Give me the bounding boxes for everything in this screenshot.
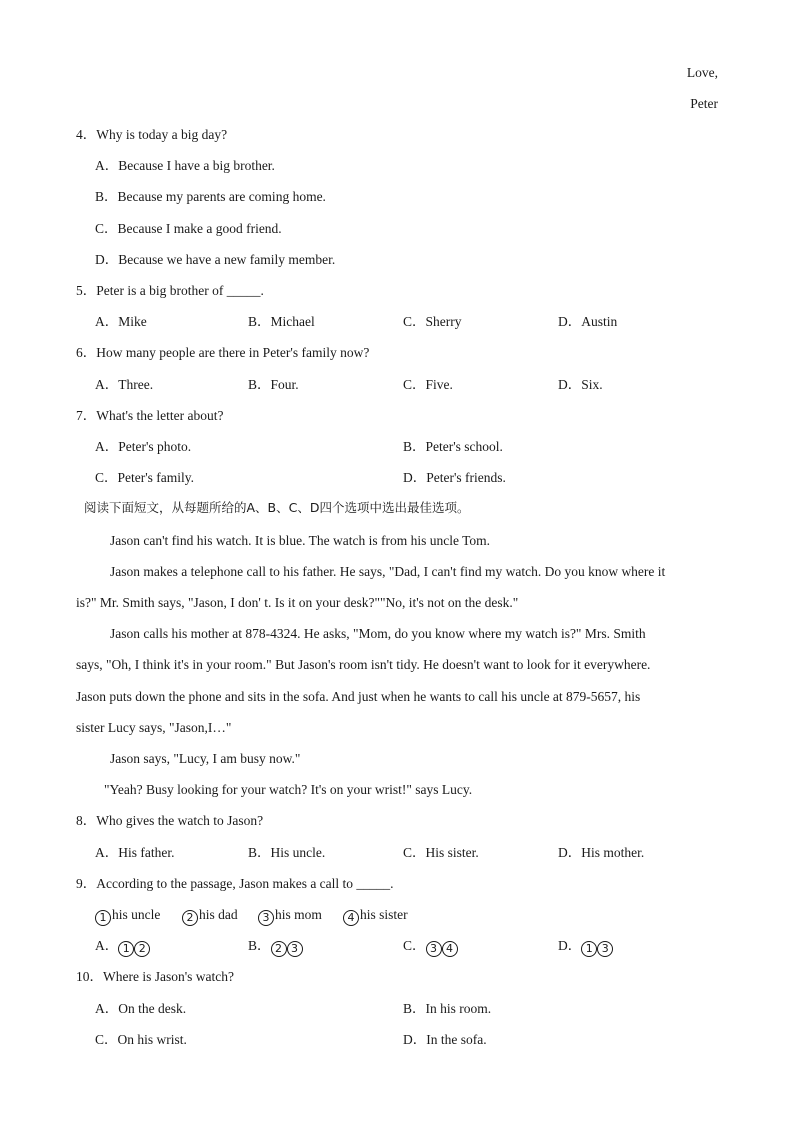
passage-line: Jason can't find his watch. It is blue. The watch is from his uncle Tom. [110,533,491,548]
question-9-item-3 [258,906,322,926]
question-7-stem: 7．What's the letter about? [76,408,224,423]
letter-closing: Love, [686,65,718,80]
passage-line: Jason says, "Lucy, I am busy now." [110,751,301,766]
question-8-stem: 8．Who gives the watch to Jason? [76,813,264,828]
question-9-stem: 9．According to the passage, Jason makes a call to _____. [76,876,394,891]
question-8-option-d: D．His mother. [558,845,645,860]
question-8-option-c: C．His sister. [403,845,479,860]
question-7-option-a: A．Peter's photo. [95,439,192,454]
passage-line: says, "Oh, I think it's in your room." But Jason's room isn't tidy. He doesn't want to look for it everywhere. [76,657,651,672]
question-9-option-b [248,937,303,957]
passage-line: "Yeah? Busy looking for your watch? It's on your wrist!" says Lucy. [104,782,473,797]
circled-number-icon: 2 [271,941,287,957]
question-10-stem: 10．Where is Jason's watch? [76,969,235,984]
question-4-option-c: C．Because I make a good friend. [95,221,282,236]
question-4-option-b: B．Because my parents are coming home. [95,189,326,204]
question-6-stem: 6．How many people are there in Peter's family now? [76,345,370,360]
item-text: his uncle [112,907,161,922]
question-4-option-d: D．Because we have a new family member. [95,252,336,267]
question-9-option-d [558,937,613,957]
question-5-option-a: A．Mike [95,314,147,329]
circled-number-icon: 3 [597,941,613,957]
circled-number-icon: 4 [442,941,458,957]
question-10-option-b: B．In his room. [403,1001,492,1016]
circled-number-icon: 3 [287,941,303,957]
question-7-option-d: D．Peter's friends. [403,470,506,485]
question-10-option-a: A．On the desk. [95,1001,187,1016]
passage-line: is?" Mr. Smith says, "Jason, I don' t. Is it on your desk?""No, it's not on the desk." [76,595,519,610]
question-9-item-2 [182,906,238,926]
letter-signature: Peter [690,96,718,111]
item-text: his sister [360,907,408,922]
passage-line: Jason makes a telephone call to his father. He says, "Dad, I can't find my watch. Do you know where it [110,564,666,579]
passage-line: Jason puts down the phone and sits in the sofa. And just when he wants to call his uncle at 879-5657, his [76,689,641,704]
question-9-option-c [403,937,458,957]
circled-number-icon: 2 [134,941,150,957]
question-7-option-b: B．Peter's school. [403,439,503,454]
question-4-stem: 4．Why is today a big day? [76,127,228,142]
question-9-option-a [95,937,150,957]
option-letter: A． [95,938,119,953]
circled-number-icon: 1 [118,941,134,957]
item-text: his mom [275,907,322,922]
passage-line: Jason calls his mother at 878-4324. He asks, "Mom, do you know where my watch is?" Mrs. Smith [110,626,646,641]
question-10-option-c: C．On his wrist. [95,1032,187,1047]
question-9-item-1 [95,906,160,926]
reading-instruction: 阅读下面短文，从每题所给的A、B、C、D四个选项中选出最佳选项。 [84,500,470,515]
passage-line: sister Lucy says, "Jason,I…" [76,720,232,735]
option-letter: B． [248,938,271,953]
question-4-option-a: A．Because I have a big brother. [95,158,275,173]
circled-number-icon: 1 [95,910,111,926]
circled-number-icon: 1 [581,941,597,957]
question-8-option-b: B．His uncle. [248,845,326,860]
question-5-option-b: B．Michael [248,314,315,329]
circled-number-icon: 3 [258,910,274,926]
circled-number-icon: 3 [426,941,442,957]
item-text: his dad [199,907,238,922]
circled-number-icon: 4 [343,910,359,926]
question-5-option-c: C．Sherry [403,314,462,329]
question-7-option-c: C．Peter's family. [95,470,195,485]
question-6-option-b: B．Four. [248,377,299,392]
circled-number-icon: 2 [182,910,198,926]
question-9-item-4 [343,906,408,926]
option-letter: C． [403,938,426,953]
question-8-option-a: A．His father. [95,845,175,860]
question-6-option-c: C．Five. [403,377,453,392]
question-10-option-d: D．In the sofa. [403,1032,487,1047]
question-6-option-a: A．Three. [95,377,154,392]
option-letter: D． [558,938,582,953]
question-5-stem: 5．Peter is a big brother of _____. [76,283,264,298]
question-6-option-d: D．Six. [558,377,603,392]
question-5-option-d: D．Austin [558,314,618,329]
